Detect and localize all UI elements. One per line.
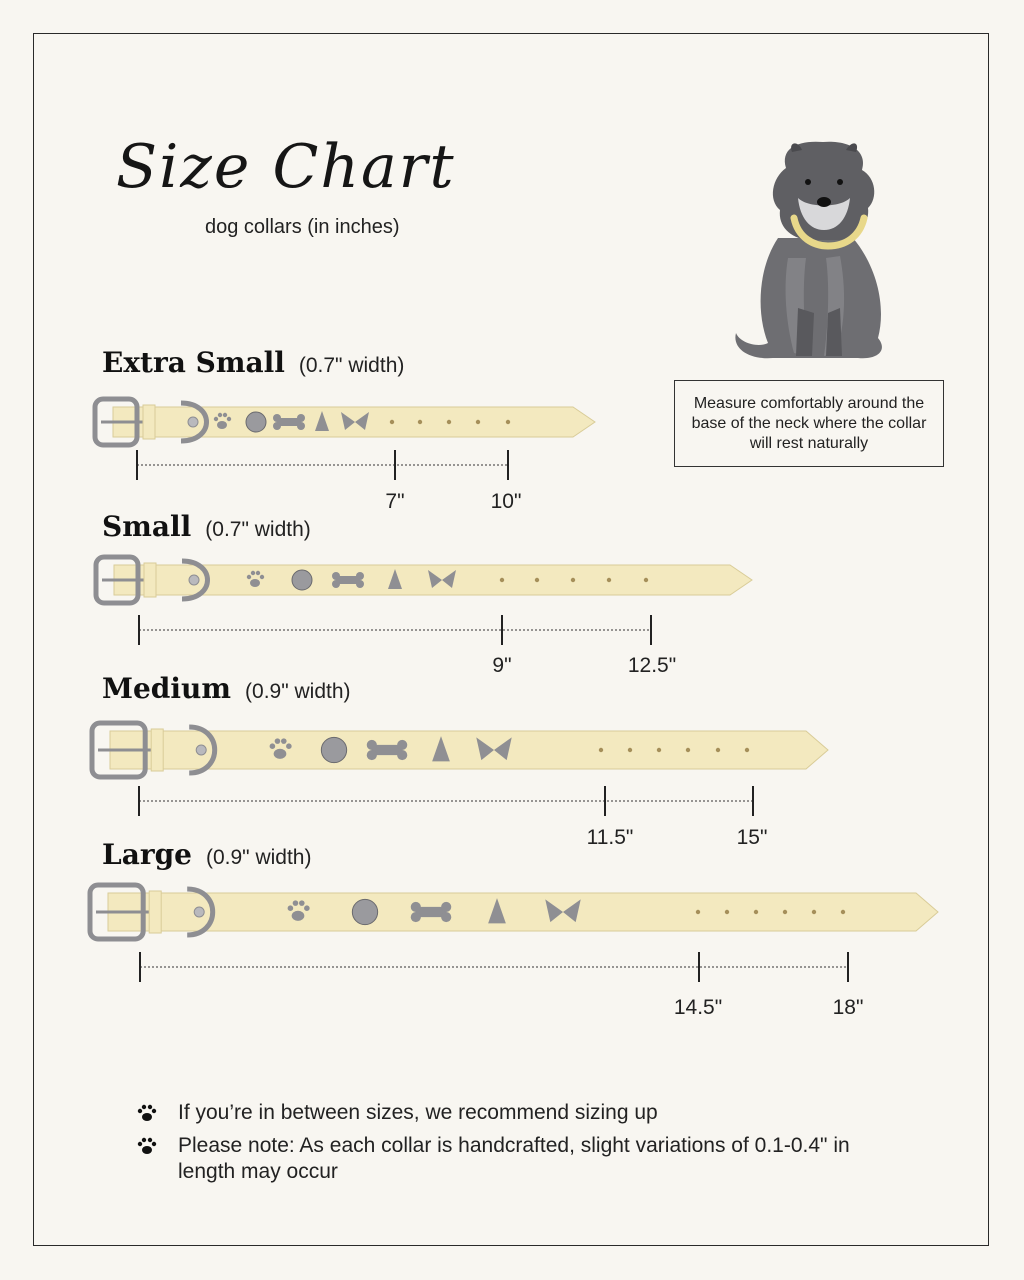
measure-label-min: 14.5" <box>673 996 723 1019</box>
measure-label-max: 10" <box>490 490 522 513</box>
smiley-charm-icon <box>321 737 346 762</box>
collar-hole <box>725 910 729 914</box>
collar-hole <box>754 910 758 914</box>
collar-hole <box>535 578 539 582</box>
measure-label-min: 9" <box>492 654 512 677</box>
size-name: Extra Small <box>102 346 285 379</box>
collar-hole <box>644 578 648 582</box>
rivet-icon <box>196 745 206 755</box>
collar-hole <box>607 578 611 582</box>
collar-hole <box>571 578 575 582</box>
smiley-charm-icon <box>352 899 377 924</box>
collar-hole <box>447 420 451 424</box>
measure-note-text: Measure comfortably around the base of the neck where the collar will rest naturally <box>691 394 927 452</box>
collar-hole <box>657 748 661 752</box>
footnote-item <box>136 1100 878 1126</box>
collar-hole <box>628 748 632 752</box>
collar-hole <box>696 910 700 914</box>
size-width: (0.9" width) <box>245 680 351 703</box>
collar-hole <box>599 748 603 752</box>
rivet-icon <box>188 417 198 427</box>
size-name: Medium <box>102 672 232 705</box>
collar-hole <box>745 748 749 752</box>
collar-strap <box>110 731 828 769</box>
smiley-charm-icon <box>292 570 312 590</box>
collar-hole <box>841 910 845 914</box>
size-name: Small <box>102 510 192 543</box>
size-name: Large <box>102 838 192 871</box>
size-width: (0.7" width) <box>205 518 311 541</box>
collar-hole <box>506 420 510 424</box>
keeper-loop <box>151 729 163 771</box>
collar-hole <box>418 420 422 424</box>
footnote-item <box>136 1133 878 1185</box>
size-width: (0.7" width) <box>298 354 405 377</box>
collar-hole <box>500 578 504 582</box>
rivet-icon <box>189 575 199 585</box>
smiley-charm-icon <box>246 412 266 432</box>
collar-hole <box>783 910 787 914</box>
page-subtitle: dog collars (in inches) <box>205 216 400 238</box>
measure-label-min: 7" <box>385 490 405 513</box>
collar-hole <box>716 748 720 752</box>
page-title: Size Chart <box>116 132 456 202</box>
footnote-text: Please note: As each collar is handcrafted, slight variations of 0.1-0.4" in length may occur <box>178 1134 850 1183</box>
measure-label-min: 11.5" <box>586 826 634 849</box>
keeper-loop <box>144 563 156 597</box>
rivet-icon <box>194 907 204 917</box>
footnote-text: If you’re in between sizes, we recommend sizing up <box>178 1101 658 1124</box>
measure-label-max: 18" <box>832 996 864 1019</box>
measure-label-max: 12.5" <box>627 654 677 677</box>
collar-hole <box>390 420 394 424</box>
measure-label-max: 15" <box>736 826 768 849</box>
keeper-loop <box>149 891 161 933</box>
collar-hole <box>812 910 816 914</box>
collar-hole <box>686 748 690 752</box>
paw-bullet-icon <box>136 1135 158 1157</box>
paw-bullet-icon <box>136 1102 158 1124</box>
size-width: (0.9" width) <box>205 846 312 869</box>
collar-hole <box>476 420 480 424</box>
keeper-loop <box>143 405 155 439</box>
